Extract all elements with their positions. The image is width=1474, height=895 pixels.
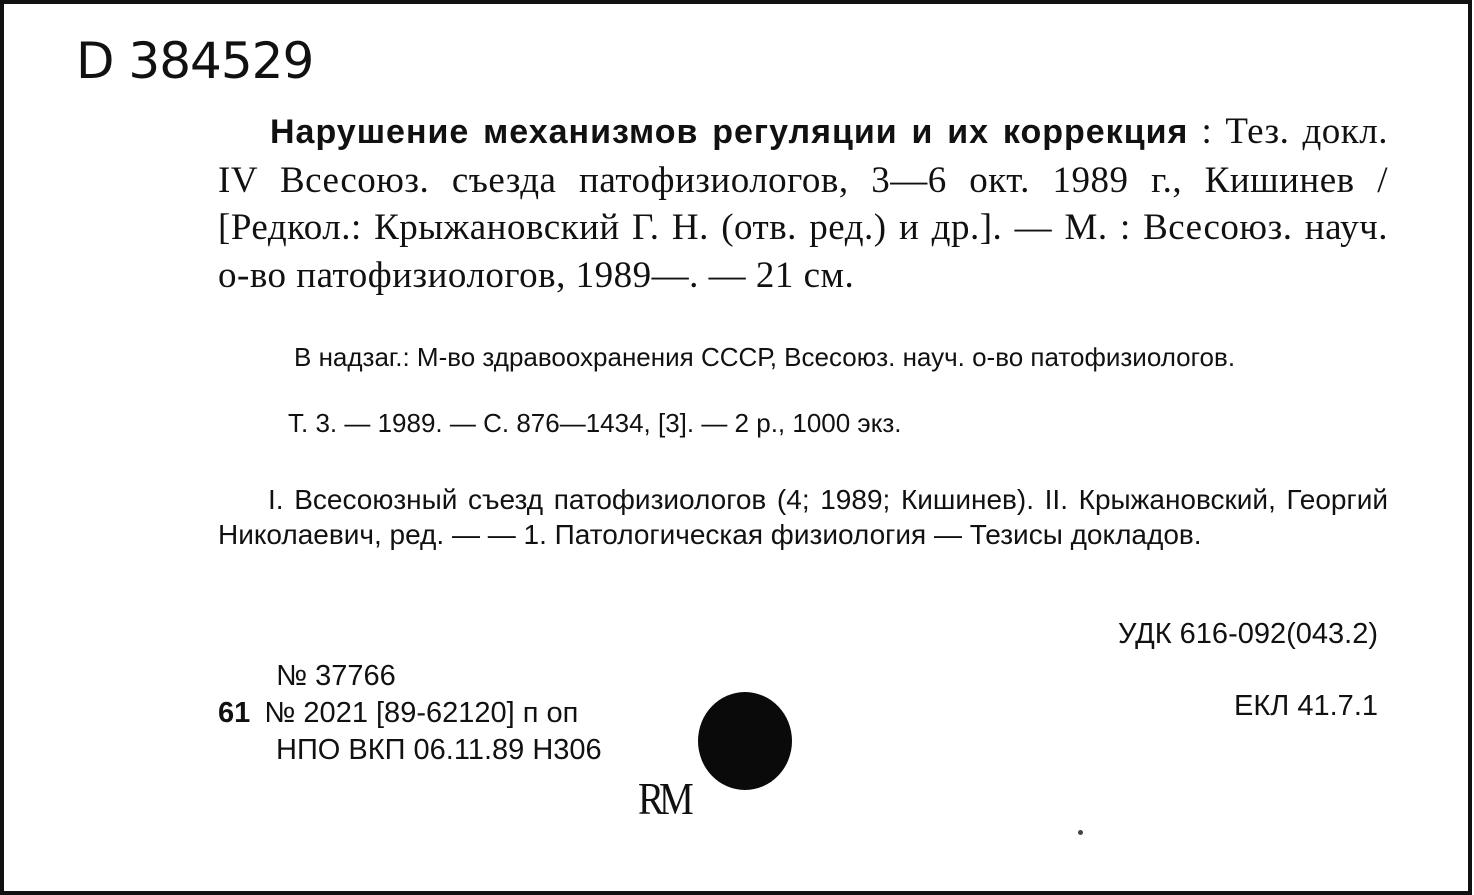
- order-text: № 2021 [89-62120] п оп: [264, 697, 579, 729]
- note-overtitle: В надзаг.: М-во здравоохранения СССР, Всесоюз. науч. о-во патофизиологов.: [294, 342, 1236, 372]
- ink-speck: [1078, 830, 1083, 835]
- tracings: I. Всесоюзный съезд патофизиологов (4; 1989; Кишинев). II. Крыжановский, Георгий Николаевич, ред. — — 1. Патологическая физиология — Тезисы докладов.: [218, 484, 1388, 550]
- ekl-code: ЕКЛ 41.7.1: [1234, 690, 1378, 722]
- printer-line: НПО ВКП 06.11.89 Н306: [276, 734, 602, 766]
- title: Нарушение механизмов регуляции и их коррекция: [270, 113, 1189, 151]
- main-entry-rest: : Тез. докл. IV Всесоюз. съезда патофизиологов, 3—6 окт. 1989 г., Кишинев / [Редкол.: Крыжановский Г. Н. (отв. ред.) и др.]. — М. : Всесоюз. науч. о-во патофизиологов, 1989—. — 21 см.: [218, 111, 1388, 296]
- main-entry: [218, 108, 1388, 299]
- rm-stamp: RM: [638, 773, 689, 824]
- order-lead: 61: [218, 697, 251, 729]
- accession-number: № 37766: [276, 660, 396, 692]
- punch-hole: [698, 692, 792, 790]
- shelfmark: D 384529: [76, 32, 314, 90]
- note-volume: Т. 3. — 1989. — С. 876—1434, [3]. — 2 р., 1000 экз.: [288, 408, 902, 438]
- order-line: [218, 696, 578, 730]
- udc-code: УДК 616-092(043.2): [1117, 618, 1378, 650]
